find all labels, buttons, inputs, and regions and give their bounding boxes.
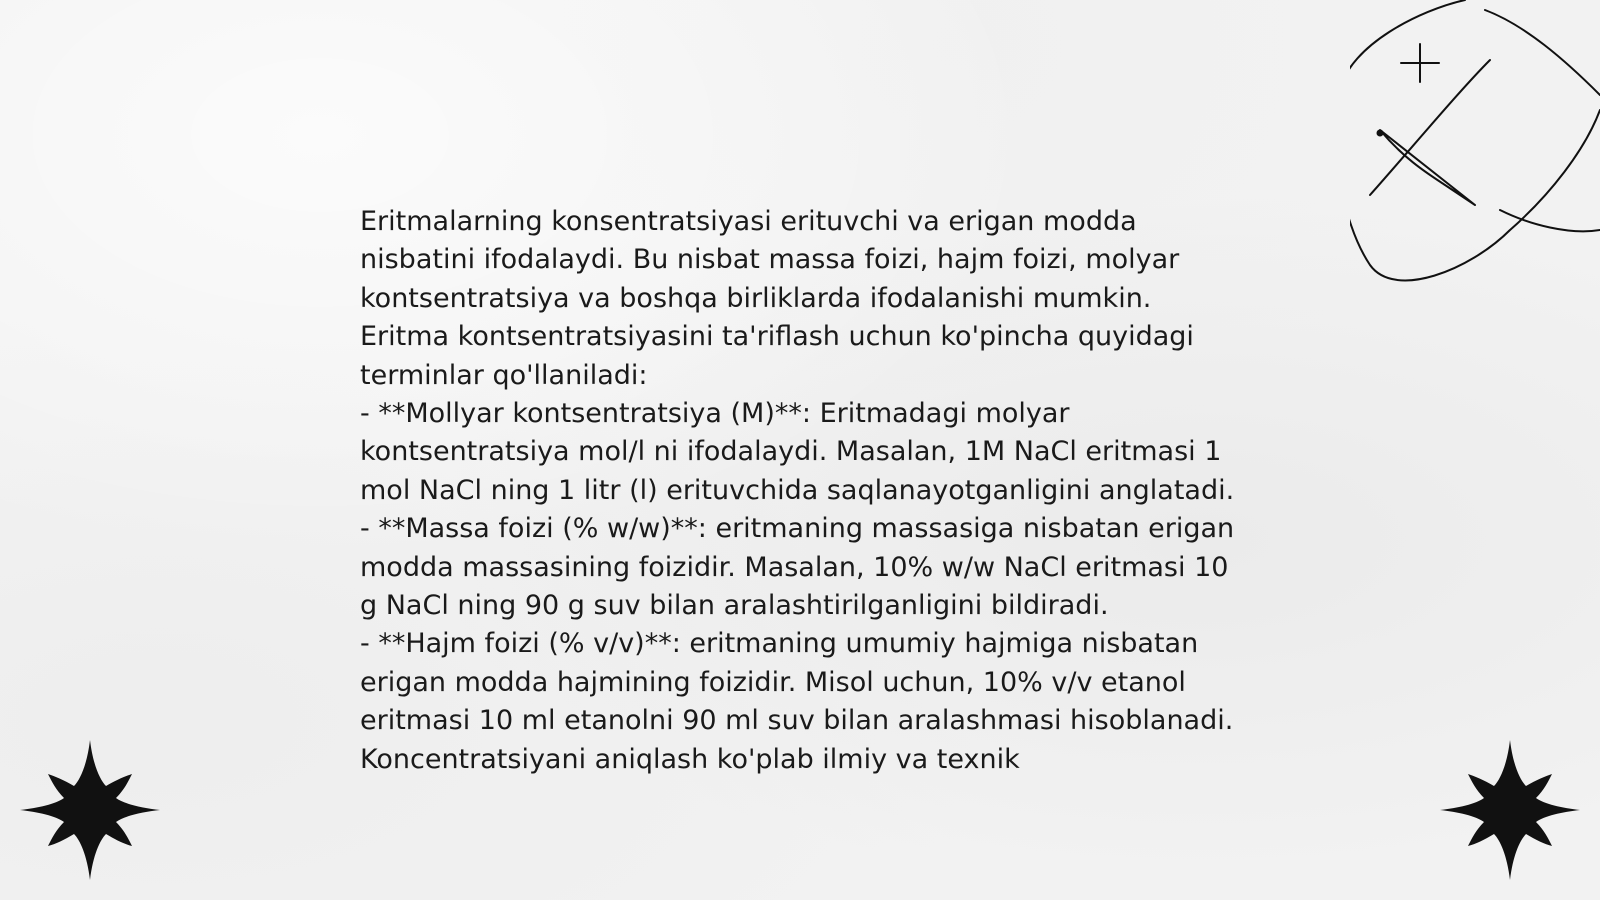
- volume-percent-item: - **Hajm foizi (% v/v)**: eritmaning umumiy hajmiga nisbatan erigan modda hajmining foizidir. Misol uchun, 10% v/v etanol eritmasi 10 ml etanolni 90 ml suv bilan aralashmasi hisoblanadi.: [360, 628, 1234, 737]
- sparkle-icon: [1440, 740, 1580, 880]
- orbit-star-icon: [1350, 0, 1600, 290]
- mass-percent-item: - **Massa foizi (% w/w)**: eritmaning massasiga nisbatan erigan modda massasining foizidir. Masalan, 10% w/w NaCl eritmasi 10 g NaCl ning 90 g suv bilan aralashtirilganligini bildiradi.: [360, 513, 1235, 622]
- closing-paragraph: Koncentratsiyani aniqlash ko'plab ilmiy va texnik: [360, 743, 1020, 775]
- molar-concentration-item: - **Mollyar kontsentratsiya (M)**: Eritmadagi molyar kontsentratsiya mol/l ni ifodalaydi. Masalan, 1M NaCl eritmasi 1 mol NaCl ning 1 litr (l) erituvchida saqlanayotganligini anglatadi.: [360, 398, 1235, 506]
- intro-paragraph: Eritmalarning konsentratsiyasi erituvchi va erigan modda nisbatini ifodalaydi. Bu nisbat massa foizi, hajm foizi, molyar kontsentratsiya va boshqa birliklarda ifodalanishi mumkin. Eritma kontsentratsiyasini ta'riflash uchun ko'pincha quyidagi terminlar qo'llaniladi:: [360, 206, 1194, 391]
- sparkle-icon: [20, 740, 160, 880]
- slide-body-text: [360, 203, 1240, 779]
